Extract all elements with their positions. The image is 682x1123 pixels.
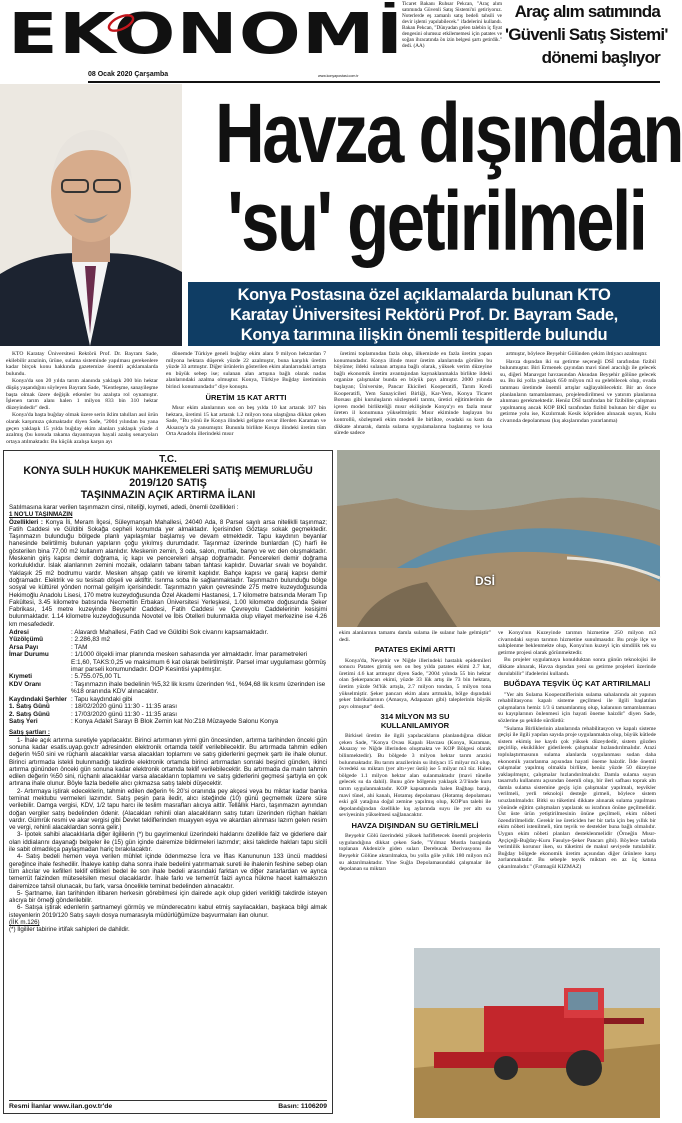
globe-ring-icon	[106, 8, 136, 38]
detail-row	[9, 711, 327, 718]
detail-value: : TAM	[71, 643, 88, 651]
detail-value: : 2.286,83 m2	[71, 636, 111, 644]
teaser-text: Ticaret Bakanı Ruhsar Pekcan, "Araç alım satımında Güvenli Satış Sistemi'ni getiriyoruz. Noterlerde eş zamanlı satış bedeli tahsili ve devir işlemi yapılabilecek." ifadelerini kullandı. Bakan Pekcan, "Dünyadan gelen talebin iç fiyat dengesini olumsuz etkilememesi için patates ve soğan ihracatında ön izin belgesi şartı getirdik." dedi. (AA)	[402, 1, 502, 49]
story-paragraph: "Sulama Birliklerinin alanlarında rehabilitasyon ve kapalı sisteme geçişi ile ilgili yapılan sayıda proje uygulanmakta olup, büyük kütlede sistem ekimiş ise kaydı çok yüksek düzeydedir, sistem gözden geçirilip, eksiklikler giderilerek çalışmalar hızlandırılmalıdır. Arazi toplulaştırmasının sulama alanlarda uygulanması sudan daha ekonomik yararlanma açısından hayati öneme haizdir. İlde önemli çalışmalar yapılmış olmakla birlikte, henüz yüzde 50 düzeyine yaklaşılmıştır, çalışmalar hızlandırılmalıdır. Damla sulama suyun tasarrufu kullanımı açısından önemli olup, bir ileri safhası toprak altı damla sulama sistemine geçiş için çalışmalar yapılmalı, teşvikler verilmeli, yerli teknoloji desteğe girmeli, böylece sistem ucuzlatılmalıdır. Bitki su tüketimi dikkate alınarak sulama yapılması yönünde eğitim çalışmaları yapılarak su israfının önüne geçilmelidir. Üst üste ürün yetiştirilmesinin önüne geçilmeli, ekim nöbeti özendirilmelidir. Gerekir ise üreticiden her bir tarla için beş yıllık bir ekim nöbeti istenilmeli, tüm teşvik ve destekler buna bağlı olmalıdır. Uygun ekim nöbeti planları desteklenmelidir (Örneğin Mısır-Ayçiçeği-Buğday-Kuru Fasulye-Şeker Pancarı gibi). Böylece tarlada verimlilik korunur iken, su tüketimi de makul seviyede tutulabilir. Buğday bölgede ekonomik üretim açısından diğer ürünlere karşı zorlanmaktadır. Bu sebeple teşvik miktarı en az üç katına çıkarılmalıdır." (Fatmagül KIZMAZ)	[498, 725, 656, 870]
detail-value: : 17/03/2020 günü 11:30 - 11:35 arası	[71, 710, 177, 718]
logo: EKONOMİ	[8, 2, 405, 67]
right-story-right-column	[498, 630, 656, 960]
notice-features	[9, 519, 327, 628]
detail-row	[9, 651, 327, 673]
teaser-headline-line1: Araç alım satımında	[514, 2, 660, 21]
detail-key: Arsa Payı	[9, 643, 39, 651]
masthead	[0, 0, 668, 84]
condition-item: 6- Satışa iştirak edenlerin şartnameyi görmüş ve münderecatını kabul etmiş sayılacakları, başkaca bilgi almak isteyenlerin 2019/120 Satış sayılı dosya numarasıyla müdürlüğümüze başvurmaları ilan olunur.	[9, 904, 327, 919]
detail-key: Satış Yeri	[9, 717, 38, 725]
harvester-photo	[414, 948, 660, 1118]
main-headline-line1: Havza dışından	[215, 86, 682, 180]
detail-key: Adresi	[9, 629, 29, 637]
teaser-headline	[505, 0, 668, 69]
story-paragraph: üretimi toplamından fazla olup, ülkemizde en fazla üretim yapan konumundadır. Konya ilinde mısır üretim alanlarında görülen bu büyüme; ildeki sulanan artışına bağlı olarak, yüksek verim düzeyine bağlı ekonomik üretim avantajından kaynaklanmakla birlikte ildeki organize çalışmalar bunda en büyük payı almıştır. 2000 yılında başlayan; Üniversite, Pancar Ekicileri Kooperatifi, Tarım Kredi Kooperatifi, Yem Sanayicileri Birliği, Kar-Yem, Konya Ticaret Borsası gibi kuruluşların sözleşmeli tarımı, üretici eğitimlerinin de içeren model birlikteliği mısır ekilişinde Konya'yı en fazla mısır üreten il konumuna yükseltmiştir. Mısır ekiminde başlayan bu kontrollü, sözleşmeli ekim modeli ile birlikte, ovadaki su kıstı da dikkate alınarak, damla sulama uygulamalarına başlanmış ve kısa sürede sadece	[334, 351, 492, 437]
detail-row	[9, 629, 327, 636]
notice-court: KONYA SULH HUKUK MAHKEMELERİ SATIŞ MEMURLUĞU	[23, 465, 313, 477]
story-paragraph: artmıştır, böylece Beyşehir Gölünden çekim ihtiyacı azalmıştır.	[506, 351, 648, 357]
subhead-uretim: ÜRETİM 15 KAT ARTTI	[205, 392, 287, 402]
condition-item: (*) İlgililer tabirine irtifak sahipleri de dahildir.	[9, 926, 130, 934]
story-paragraph: Beyşehir Gölü üzerindeki yüksek hafifletecek önemli projelerin uygulandığına dikkat çeken Sade, "Yılmaz Mustla barajında toplanan Akdeniz'e giden suları Derebucak Derivasyonu ile Beyşehir Gölüne aktarılmakta, bu yolla göle yıllık 180 milyon m3 su aktarılmaktadır. Yine Suğla Depolamasındaki çalışmalar ile depolanan su miktarı	[339, 833, 491, 873]
subheadline-banner	[188, 282, 660, 346]
condition-item: 4- Satış bedeli hemen veya verilen mühlet içinde ödenmezse İcra ve İflas Kanununun 133 üncü maddesi gereğince ihale feshedilir. İhaleye katılıp daha sonra ihale bedelini yatırmamak sureti ile ihalenin feshine sebep olan tüm alıcılar ve kefilleri teklif ettikleri bedel ile son ihale bedeli arasındaki farktan ve diğer zararlardan ve ayrıca temerrüt faizinden müteselsilen mesul olacaklardır. İhale farkı ve temerrüt faizi ayrıca hükme hacet kalmaksızın dairemizce tahsil olunacak, bu fark, varsa öncelikle teminat bedelinden alınacaktır.	[9, 853, 327, 890]
conditions-title: Satış şartları :	[9, 729, 50, 737]
story-paragraph: ekim alanlarının tamamı damla sulama ile sulanır hale gelmiştir" dedi.	[339, 630, 491, 643]
issue-date: 08 Ocak 2020 Çarşamba	[88, 71, 169, 78]
notice-file-no: 2019/120 SATIŞ	[129, 477, 207, 489]
detail-key: Kaydındaki Şerhler	[9, 695, 67, 703]
story-paragraph: Bu projeler uygulamaya konulduktan sonra günün teknolojisi ile dikkate alınarak, Havza dışından yeni su getirme projeleri üzerinde durulabilir" ifadelerini kullandı.	[498, 657, 656, 677]
detail-value: : Konya Adalet Sarayı B Blok Zemin kat No:Z18 Müzayede Salonu Konya	[71, 717, 279, 725]
condition-item: 3- İpotek sahibi alacaklılarla diğer ilgililerin (*) bu gayrimenkul üzerindeki haklarını özellikle faiz ve giderlere dair olan iddialarını dayanağı belgeler ile (15) gün içinde dairemize bildirmeleri lazımdır; aksi takdirde hakları tapu sicili ile sabit olmadıkça paylaşmadan hariç bırakılacaktır.	[9, 831, 327, 854]
story-column-3	[334, 351, 492, 441]
dam-photo	[337, 450, 660, 627]
detail-row	[9, 681, 327, 696]
condition-item: 5- Şartname, ilan tarihinden itibaren herkesin görebilmesi için dairede açık olup gideri verildiği takdirde isteyen alıcıya bir örneği gönderilebilir.	[9, 889, 327, 905]
condition-item: (İİK m.126)	[9, 919, 40, 927]
condition-item: 1- İhale açık artırma suretiyle yapılacaktır. Birinci artırmanın yirmi gün öncesinden, artırma tarihinden önceki gün sonuna kadar esatis.uyap.gov.tr adresinden elektronik ortamda teklif verilebilecektir. Bu artırmada tahmin edilen değerin %50 sini ve rüçhanlı alacaklılar varsa alacakları toplamını ve satış giderlerini geçmek şartı ile ihale olunur. Birinci artırmada istekli bulunmadığı takdirde elektronik ortamda birinci artırmadan sonraki beşinci günden, ikinci artırma gününden önceki gün sonuna kadar elektronik ortamda teklif verilebilecektir. Bu artırmada da malın tahmin edilen değerin %50 sini, rüçhanlı alacaklılar varsa alacakların toplamını ve satış giderlerini geçmesi şartıyla en çok artırana ihale olunur. Böyle fazla bedelle alıcı çıkmazsa satış talebi düşecektir.	[9, 736, 327, 788]
features-label: Özellikleri :	[9, 518, 43, 526]
story-paragraph: KTO Karatay Üniversitesi Rektörü Prof. Dr. Bayram Sade, ekilebilir arazinin, ürüne, sulama sisteminde yapılması gerekenlere kadar birçok konu hakkında gazetemize önemli açıklamalarda bulundu.	[6, 351, 158, 377]
legal-notice	[3, 450, 333, 1114]
detail-value: : Tapu kaydındaki gibi	[71, 695, 133, 703]
notice-item-label: 1 NO'LU TAŞINMAZIN	[9, 511, 73, 519]
subheadline-line2: Karatay Üniversitesi Rektörü Prof. Dr. Bayram Sade,	[230, 306, 618, 324]
footer-press-no: Basın: 1106209	[278, 1103, 327, 1110]
footer-ilan-link[interactable]: Resmi İlanlar www.ilan.gov.tr'de	[9, 1103, 113, 1110]
condition-item: 2- Artırmaya iştirak edeceklerin, tahmin edilen değerin % 20'si oranında pey akçesi veya bu miktar kadar banka teminat mektubu vermeleri lazımdır. Satış peşin para iledir, alıcı isteğinde (10) günü geçmemek üzere süre verilebilir. Damga vergisi, KDV, 1/2 tapu harcı ile teslim masrafları alıcıya aittir. Tellâllık Harcı, taşınmazın aynından doğan vergiler satış bedelinden ödenir. (Alacakları rehinli olan alacaklıların satış tutarı üzerinden rüçhan hakları vardır. Gümrük resmi ve akar vergisi gibi Devlet tekliflerinden muayyen eşya ve akardan alınması lazım gelen resim ve vergi, rehinli alacaklardan sonra gelir.)	[9, 787, 327, 832]
detail-key: Kıymeti	[9, 673, 33, 681]
detail-value: : Taşınmazın ihale bedelinin %5,32 lik kısmı üzerinden %1, %94,68 lik kısmı üzerinden ise %18 oranında KDV alınacaktır.	[71, 680, 326, 696]
story-paragraph: Mısır ekim alanlarının son on beş yılda 10 kat artarak 107 bin hektara, üretimi 15 kat artarak 1.2 milyon tona ulaştığına dikkat çeken Sade, "Bu yönü ile Konya ilindeki gelişme cevar illerden Karaman ve Aksaray'a da yansımıştır. Bununla birlikte Konya ilindeki üretim tüm Orta Anadolu illerindeki mısır	[166, 404, 326, 438]
portrait-photo	[0, 84, 182, 346]
story-column-4	[500, 351, 656, 441]
subheadline-line1: Konya Postasına özel açıklamalarda bulunan KTO	[237, 286, 611, 304]
detail-value: : Alavardı Mahallesi, Fatih Cad ve Güldibi Sok civarını kapsamaktadır.	[71, 629, 269, 637]
story-column-2	[166, 351, 326, 441]
dsi-label: DSİ	[475, 574, 496, 588]
detail-row	[9, 703, 327, 710]
detail-key: İmar Durumu	[9, 651, 49, 659]
detail-key: 2. Satış Günü	[9, 710, 50, 718]
detail-row	[9, 636, 327, 643]
teaser-headline-line2: 'Güvenli Satış Sistemi'	[505, 25, 668, 44]
notice-intro: Satılmasına karar verilen taşınmazın cinsi, niteliği, kıymeti, adedi, önemli özellikleri :	[9, 504, 239, 511]
detail-key: KDV Oranı	[9, 680, 41, 688]
detail-value: : 5.755.075,00 TL	[71, 673, 121, 681]
story-paragraph: ve Konya'nın Kuzeyinde tarımın hizmetine 250 milyon m3 civarındaki suyun tarımın hizmetine sunulmasıdır. Bu proje ilçe ve sahiplenme beklenmekte olup, Konya'nın kuzeyi için simdilik tek su getirme projesi olarak görünmektedir.	[498, 630, 656, 656]
detail-row	[9, 696, 327, 703]
website-link[interactable]: www.konyapostasi.com.tr	[318, 74, 359, 78]
features-text: Konya İli, Meram İlçesi, Süleymanşah Mahallesi, 24040 Ada, 8 Parsel sayılı arsa niteliklli taşınmaz; Fatih Caddesi ve Güldibi Sokağa cepheli konumda yer almaktadır. İçerisinden Göztaşı sokak geçmektedir. Taşınmazın bulunduğu bölgede planlı yapılaşmlar başlamış ve devam etmektedir. Tapu kaydının beyanlar hanesinde belirtilmiş bulunan yapıların çoğu yıkılmış durumdadır. Taşınmaz üzerinde bunlardan (C) harfi ile gösterilen bina 77,00 m2 kullanım alanlıdır. Meskenin zemin, 3 oda, salon, mutfak, banyo ve wc den oluşmaktadır. Meskenin giriş kapısı demir doğrama, iç kapı ve pencereleri ahşap doğramadır. Pencereleri demir doğrama korkuluklıdur. Islak alanlarının zemini mozaik, odaların tabanı taban tahtası kaplıdır. Duvarlar sıvalı ve boyalıdır. Yaklaşık 25 m2 bodrumu vardır. Mesken ahşap çatılı ve kiremit kaplıdır. Bahçe kapısı ve garaj kapısı demir doğramadır. Elektrik ve su tesisatı döşeli ve aktiftir. Isınma soba ile sağlanmaktadır. Taşınmazın bulunduğu bölge sosyal ve kültürel yönden normal gelişim içerisindedir. Taşınmazın yakın çevresinde 275 metre kuzeydoğusunda Hekimoğlu Anadolu Lisesi, 170 metre kuzeydoğusunda Özel Akademi Hastanesi, 1.7 kilometre batısında Meram Tıp Fakültesi, 3.45 kilometre batısında Necmettin Erbakan Üniversitesi Yerleşkesi, 1.00 kilometre doğusunda Şeker Fabrikası, 145 metre kuzeyinde Beyşehir Caddesi, Fatih Caddesi ve Çevreyolu Caddelerinin kesişimi bulunmaktadır. 1.14 kilometre kuzeydoğusunda Novotel ve İbis Otelleri bulunmakta olup vilayet merkezine ise 4.26 km mesafededir.	[9, 518, 328, 628]
main-headline-line2: 'su' getirilmeli	[227, 174, 646, 268]
teaser-headline-line3: dönemi başlıyor	[541, 48, 660, 67]
story-paragraph: dönemde Türkiye geneli buğday ekim alanı 9 milyon hektardan 7 milyona hektara düşerek yüzde 22 azalmıştır, buna karşılık üretim yüzde 33 artmıştır. Diğer ürünlerin gösterilen ekim alanlarındaki artışta en büyük sebep ise; sulanan alan artışına bağlı olarak nadas alanlarındaki azalma olmuştur. Konya, Türkiye Buğday üretiminin birinci konumundadır" diye konuştu.	[166, 351, 326, 390]
story-paragraph: Birkisel üretim ile ilgili yapılacakların planlandığına dikkat çeken Sade, "Konya Ovası Kapalı Havzası (Konya, Karaman, Aksaray ve Niğde illerinden oluşmakta ve KOP Bölgesi olarak bilinmektedir). Bu bölgede 3 milyon hektar tarım arazisi bulunmaktadır. Bu tarım arazilerinin su ihtiyacı 15 milyar m3 olup, övredeki su miktarı (yer altı+yer üstü) ise 5 milyar m3 tür. Halen bölgede 1.1 milyon hektar alan sulanmaktadır (mavi tünelle gelecek su da dahil). Bunu göre bölgenin yaklaşık 2/3'ünde kuru tarım uygulanmaktadır. KOP kapsamında halen Bağbaşı barajı, mavi tünel, ahi kanalı, Hotamış depolaması (Hotamış depolaması eski göl yatağına doğal zemine yapılmış olup, KOP'un talebi ile depolandığından özellikle kış aylarında suyu ile yer altı su seviyesinin yükselmesi sağlanacaktır.	[339, 733, 491, 819]
detail-row	[9, 718, 327, 725]
subhead-patates: PATATES EKİMİ ARTTI	[374, 645, 456, 655]
notice-tc: T.C.	[159, 454, 177, 465]
story-paragraph: Konya'da son 20 yılda tarım alanında yaklaşık 200 bin hektar düşüş yaşandığını söyleyen Bayram Sade, "Kentleşme, sanayileşme başta olmak üzere değişik etkenler bu azalışta rol oynamıştır. İşlenen tarım alanı halen 1 milyon 833 bin 310 hektar düzeyindedir" dedi.	[6, 378, 158, 411]
story-paragraph: Konya'da, Nevşehir ve Niğde illerindeki hastalık epidemileri sonucu Patates girmiş sen on beş yılda patates ekimi 2.7 kat, üretimi 4.6 kat artmıştır diyen Sade, "2004 yılında 55 bin hektar olan Şekerpancarı ekimi, yüzde 33 lük artış ile 73 bin hektara, üretim yüzde 94'lük artışla, 2.7 milyon tondan, 5 milyon tona yükselmiştir. Şeker pancarı ekim alanı artmakla, bölge dışındaki şeker fabrikalarının (Amasya, Adapazarı gibi) taleplerinin büyük payı olmuştur" dedi.	[339, 657, 491, 710]
subhead-havza: HAVZA DIŞINDAN SU GETİRİLMELİ	[351, 820, 479, 830]
story-paragraph: "Yer altı Sulama Kooperatiflerinin sulama sahalarında ait yapının rehabilitasyonu kapalı sisteme geçilmesi ile ilgili başlatılan çalışmaların hemiz 1/3 ü tamamlanmış olup, kalanının tamamlanması su kayıplarının önlenmesi için hayati öneme haizdir" diyen Sade, sözlerine şu şekilde sürdürdü:	[498, 691, 656, 724]
detail-row	[9, 673, 327, 680]
subheadline-line3: Konya tarımına ilişkin önemli tespitlerde bulundu	[240, 326, 608, 344]
subhead-314-line2: KULLANILAMIYOR	[380, 720, 450, 730]
masthead-rule	[88, 81, 660, 83]
subhead-314-line1: 314 MİLYON M3 SU	[380, 712, 450, 722]
story-column-1	[6, 351, 158, 445]
notice-details	[9, 629, 327, 725]
detail-value: : 18/02/2020 günü 11:30 - 11:35 arası	[71, 703, 177, 711]
detail-key: 1. Satış Günü	[9, 703, 50, 711]
story-paragraph: Havza dışından iki su getirme seçeneği DSİ tarafından fizibil bulunmuştur. Biri Ermenek çayından mavi tünel aracılığı ile gelecek su, diğeri Manavgat havzasından Aksudan Beyşehir gölüne gelecek su. Bu iki yolla yaklaşık 650 milyon m3 su gelebilecek olup, ovada tamması üretimde önemli artışlar sağlayabilecektir. Bir an önce planlanların tamamlanması, projelendirilmesi ve yatırım planlarına alınması gerekmektedir. Henüz DSİ tarafından bir fizibilite çalışması yapılmamış ancak KOP BKİ tarafından fizibil bulunan bir diğer su getirme yolu ise, Kızılırmak Kesik köprüden alınacak suyun, Kulu civarında depolanması (kış akışlarından yararlanma)	[500, 358, 656, 424]
detail-value: : 1/1000 ölçekli imar planında mesken sahasında yer almaktadır. İmar parametreleri E:1,60, TAKS:0,25 ve maksimum 6 kat olarak belirtilmiştir. Parsel imar uygulaması görmüş imar parseli konumundadır. DOP Kesintisi yapılmıştır.	[71, 651, 327, 674]
story-paragraph: Konya'da başta buğday olmak üzere serin iklim tahılları asıl ürün olarak karşımıza çıkmaktadır diyen Sade, "2004 yılından bu yana geçen yaklaşık 15 yılda buğday ekim alanları yaklaşık yüzde 4 azalmış (bu konuda rakama dayanmayan hayali azalış senaryoları ortaya atılmaktadır. Bu küçük azalışa karşın ayı	[6, 412, 158, 445]
notice-title: TAŞINMAZIN AÇIK ARTIRMA İLANI	[80, 489, 256, 501]
subhead-bugday: BUĞDAYA TEŞVİK ÜÇ KAT ARTIRILMALI	[503, 679, 651, 689]
notice-footer	[9, 1100, 327, 1110]
detail-key: Yüzölçümü	[9, 636, 44, 644]
